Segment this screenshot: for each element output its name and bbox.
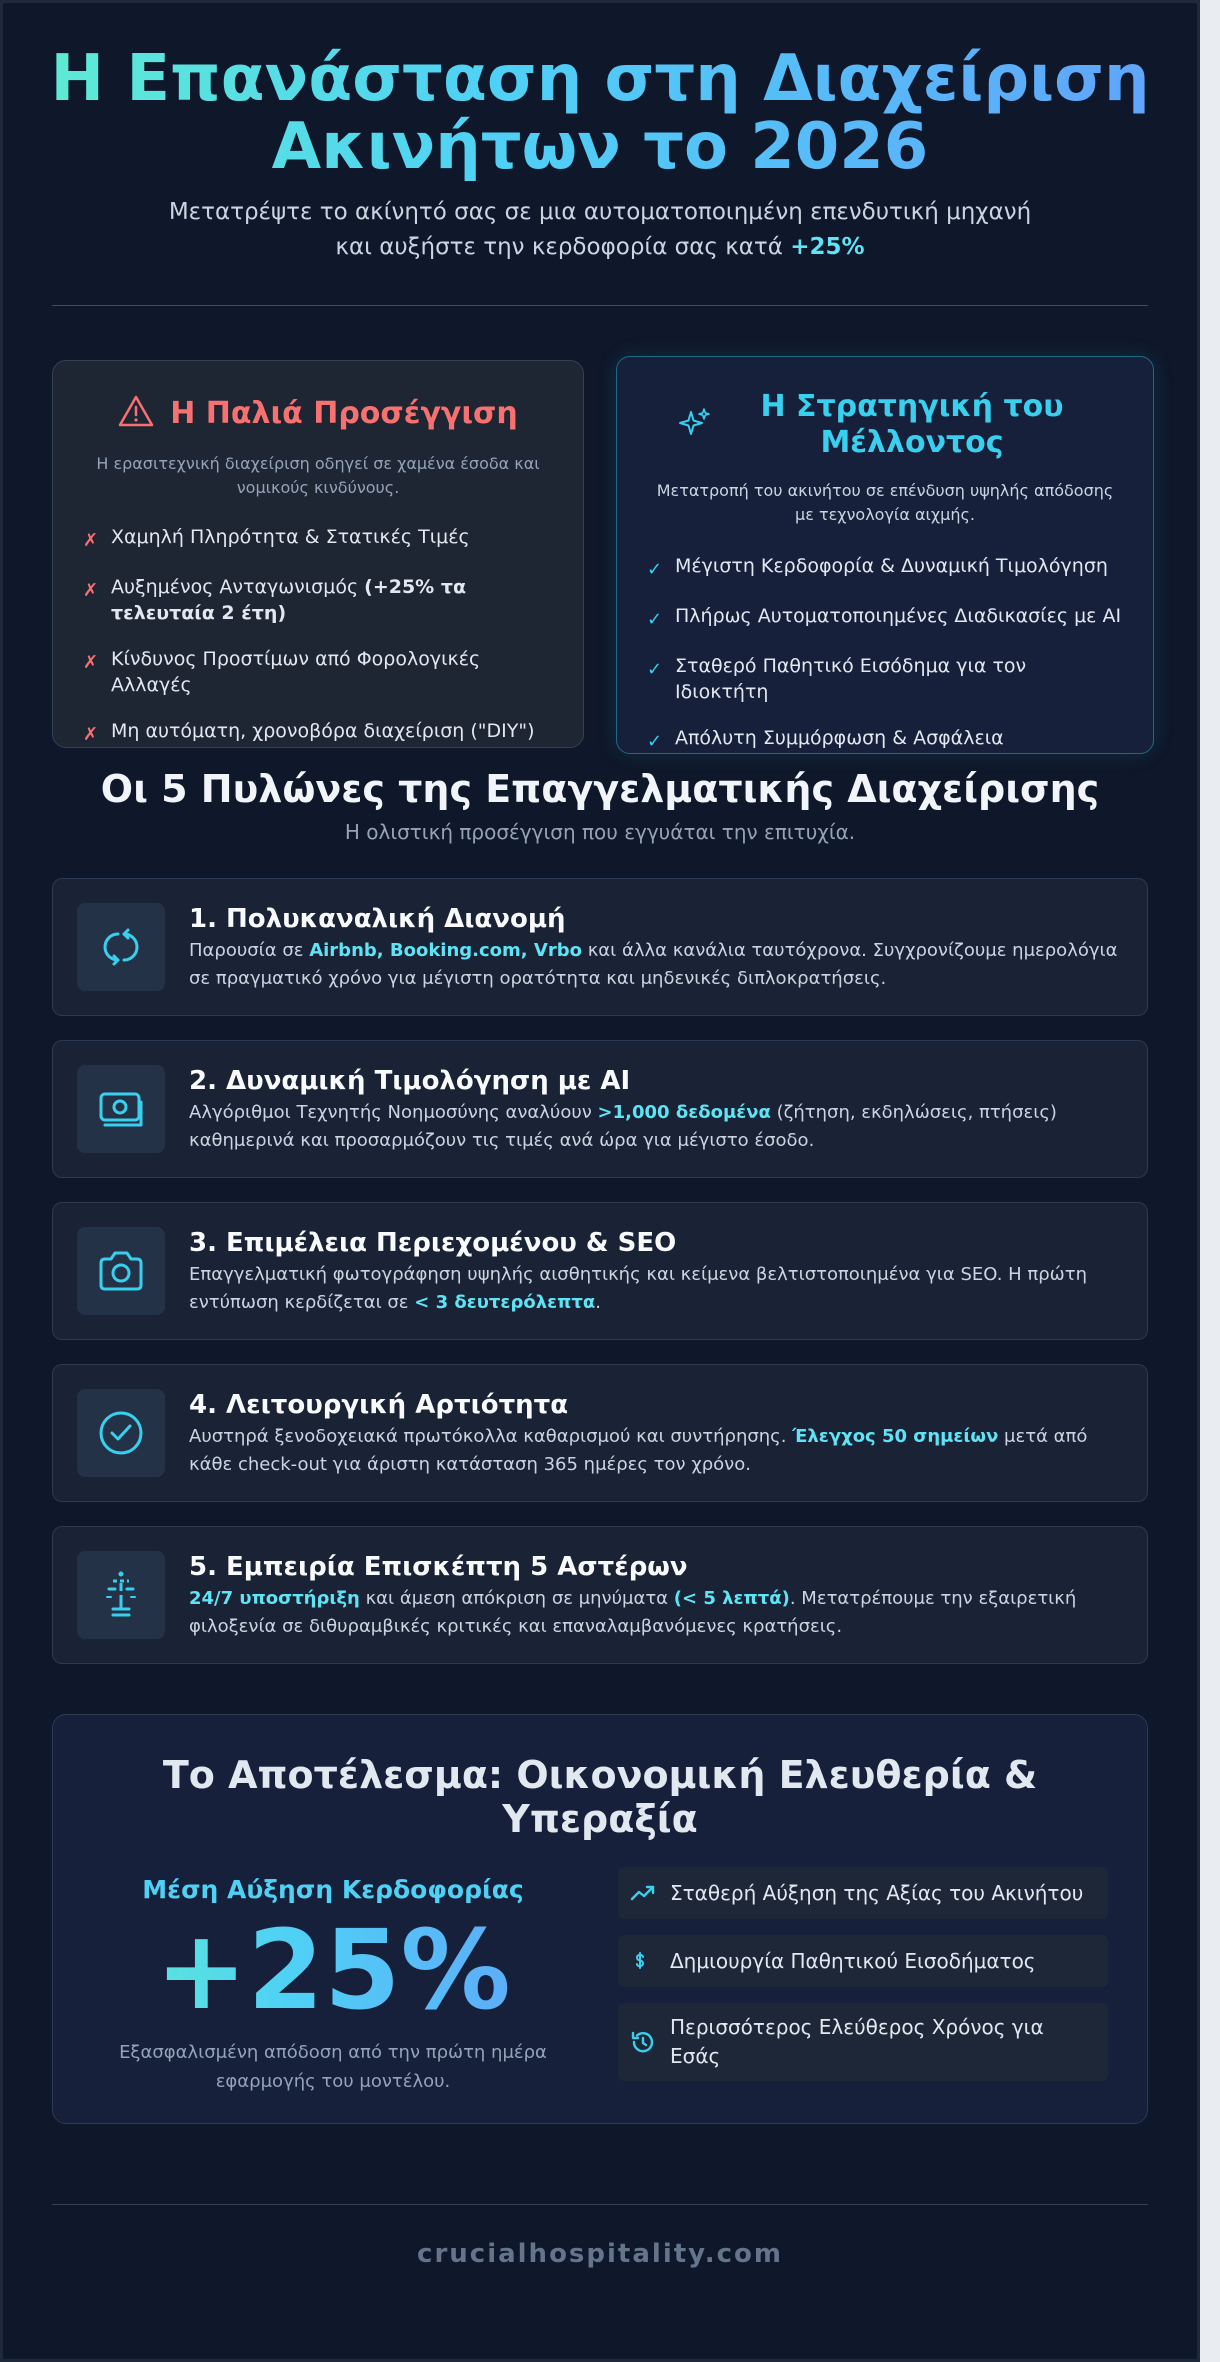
item-bold: (+25% τα τελευταία 2 έτη)	[111, 576, 467, 624]
pillar-description	[189, 1261, 1123, 1317]
money-icon	[77, 1065, 165, 1153]
item-text: Σταθερό Παθητικό Εισόδημα για τον Ιδιοκτήτη	[675, 655, 1027, 703]
desc-text: και άλλα κανάλια ταυτόχρονα. Συγχρονίζουμε ημερολόγια σε πραγματικό χρόνο για μέγιστη ορατότητα και μηδενικές διπλοκρατήσεις.	[189, 940, 1118, 989]
pillar-card	[52, 1040, 1148, 1178]
pillar-text	[189, 1065, 1123, 1155]
pillar-title: 1. Πολυκαναλική Διανομή	[189, 904, 566, 934]
x-mark-icon: ✗	[83, 580, 99, 601]
result-title: Το Αποτέλεσμα: Οικονομική Ελευθερία & Υπεραξία	[162, 1753, 1038, 1841]
benefit-item	[618, 2003, 1108, 2081]
page-subtitle	[150, 195, 1050, 265]
camera-icon	[77, 1227, 165, 1315]
old-approach-description: Η ερασιτεχνική διαχείριση οδηγεί σε χαμένα έσοδα και νομικούς κινδύνους.	[96, 454, 540, 497]
page-title: Η Επανάσταση στη Διαχείριση Ακινήτων το 2026	[50, 42, 1150, 184]
pillar-title: 3. Επιμέλεια Περιεχομένου & SEO	[189, 1228, 677, 1258]
new-strategy-header	[617, 389, 1153, 461]
sync-icon	[77, 903, 165, 991]
new-strategy-title: Η Στρατηγική του Μέλλοντος	[760, 389, 1064, 460]
pillars-subtitle: Η ολιστική προσέγγιση που εγγυάται την επιτυχία.	[344, 820, 856, 844]
check-icon: ✓	[647, 731, 663, 752]
pillar-text	[189, 1227, 1123, 1317]
comparison-section	[3, 306, 1197, 766]
list-item	[83, 574, 553, 626]
pillar-text	[189, 1389, 1123, 1479]
concierge-bell-icon	[77, 1551, 165, 1639]
desc-text: μετά από κάθε check-out για άριστη κατάσταση 365 ημέρες τον χρόνο.	[189, 1426, 1088, 1475]
desc-text: Αυστηρά ξενοδοχειακά πρωτόκολλα καθαρισμού και συντήρησης.	[189, 1426, 793, 1447]
item-text: Χαμηλή Πληρότητα & Στατικές Τιμές	[111, 526, 470, 548]
check-icon: ✓	[647, 659, 663, 680]
x-mark-icon: ✗	[83, 724, 99, 745]
pillar-title: 2. Δυναμική Τιμολόγηση με AI	[189, 1066, 631, 1096]
pillar-description	[189, 1585, 1123, 1641]
benefit-text: Περισσότερος Ελεύθερος Χρόνος για Εσάς	[670, 2015, 1044, 2068]
item-text: Απόλυτη Συμμόρφωση & Ασφάλεια	[675, 727, 1004, 749]
pillars-title: Οι 5 Πυλώνες της Επαγγελματικής Διαχείρισης	[100, 767, 1100, 811]
pillar-title: 5. Εμπειρία Επισκέπτη 5 Αστέρων	[189, 1552, 688, 1582]
benefit-text: Σταθερή Αύξηση της Αξίας του Ακινήτου	[670, 1880, 1084, 1905]
metric-label: Μέση Αύξηση Κερδοφορίας	[142, 1875, 524, 1904]
footer-site: crucialhospitality.com	[417, 2239, 783, 2269]
clock-refresh-icon	[630, 2029, 670, 2055]
pillar-card	[52, 1364, 1148, 1502]
list-item	[83, 718, 553, 748]
new-strategy-list	[647, 553, 1123, 755]
benefit-text: Δημιουργία Παθητικού Εισοδήματος	[670, 1948, 1036, 1973]
check-icon: ✓	[647, 609, 663, 630]
x-mark-icon: ✗	[83, 530, 99, 551]
desc-text: . Μετατρέπουμε την εξαιρετική φιλοξενία σε διθυραμβικές κριτικές και επαναλαμβανόμενες κρατήσεις.	[189, 1588, 1077, 1637]
pillar-text	[189, 903, 1123, 993]
new-strategy-card	[616, 356, 1154, 754]
item-text: Κίνδυνος Προστίμων από Φορολογικές Αλλαγές	[111, 648, 481, 696]
desc-highlight: 24/7 υποστήριξη	[189, 1588, 360, 1609]
pillar-title: 4. Λειτουργική Αρτιότητα	[189, 1390, 569, 1420]
desc-text: (ζήτηση, εκδηλώσεις, πτήσεις) καθημερινά και προσαρμόζουν τις τιμές ανά ώρα για μέγιστο έσοδο.	[189, 1102, 1057, 1151]
header	[3, 3, 1197, 265]
x-mark-icon: ✗	[83, 652, 99, 673]
list-item	[647, 603, 1123, 633]
dollar-icon	[630, 1951, 670, 1971]
metric-value: +25%	[103, 1910, 563, 2030]
desc-highlight: Έλεγχος 50 σημείων	[792, 1426, 999, 1447]
warning-icon	[118, 394, 154, 432]
desc-highlight: (< 5 λεπτά)	[673, 1588, 790, 1609]
metric-description: Εξασφαλισμένη απόδοση από την πρώτη ημέρα εφαρμογής του μοντέλου.	[119, 2042, 547, 2092]
item-text: Πλήρως Αυτοματοποιημένες Διαδικασίες με AI	[675, 605, 1122, 627]
old-approach-title: Η Παλιά Προσέγγιση	[170, 395, 518, 431]
old-approach-card	[52, 360, 584, 748]
pillars-header	[3, 766, 1197, 844]
item-text: Μη αυτόματη, χρονοβόρα διαχείριση ("DIY")	[111, 720, 535, 742]
check-circle-icon	[77, 1389, 165, 1477]
benefit-item	[618, 1935, 1108, 1987]
metric-block	[103, 1875, 563, 2096]
benefits-list	[618, 1867, 1108, 2097]
desc-text: Αλγόριθμοι Τεχνητής Νοημοσύνης αναλύουν	[189, 1102, 598, 1123]
pillar-description	[189, 937, 1123, 993]
pillar-description	[189, 1099, 1123, 1155]
subtitle-highlight: +25%	[790, 234, 865, 260]
old-approach-header	[53, 394, 583, 432]
sparkles-icon	[678, 406, 712, 444]
desc-highlight: < 3 δευτερόλεπτα	[414, 1292, 596, 1313]
new-strategy-description: Μετατροπή του ακινήτου σε επένδυση υψηλής απόδοσης με τεχνολογία αιχμής.	[656, 481, 1114, 524]
list-item	[83, 646, 553, 698]
item-text: Αυξημένος Ανταγωνισμός	[111, 576, 365, 598]
pillar-description	[189, 1423, 1123, 1479]
old-approach-list	[83, 524, 553, 748]
list-item	[647, 653, 1123, 705]
list-item	[647, 553, 1123, 583]
desc-text: Επαγγελματική φωτογράφηση υψηλής αισθητικής και κείμενα βελτιστοποιημένα για SEO. Η πρώτη εντύπωση κερδίζεται σε	[189, 1264, 1087, 1313]
subtitle-text: Μετατρέψτε το ακίνητό σας σε μια αυτοματοποιημένη επενδυτική μηχανή και αυξήστε την κερδοφορία σας κατά	[168, 199, 1032, 260]
pillar-card	[52, 1202, 1148, 1340]
check-icon: ✓	[647, 559, 663, 580]
pillar-card	[52, 1526, 1148, 1664]
list-item	[83, 524, 553, 554]
desc-text: Παρουσία σε	[189, 940, 310, 961]
desc-text: και άμεση απόκριση σε μηνύματα	[359, 1588, 674, 1609]
desc-highlight: Airbnb, Booking.com, Vrbo	[309, 940, 582, 961]
benefit-item	[618, 1867, 1108, 1919]
result-card	[52, 1714, 1148, 2124]
trending-up-icon	[630, 1883, 670, 1903]
pillar-card	[52, 878, 1148, 1016]
desc-highlight: >1,000 δεδομένα	[597, 1102, 771, 1123]
item-text: Μέγιστη Κερδοφορία & Δυναμική Τιμολόγηση	[675, 555, 1108, 577]
footer-divider	[52, 2204, 1148, 2205]
desc-text: .	[595, 1292, 601, 1313]
list-item	[647, 725, 1123, 755]
pillars-list	[52, 878, 1148, 1664]
pillar-text	[189, 1551, 1123, 1641]
